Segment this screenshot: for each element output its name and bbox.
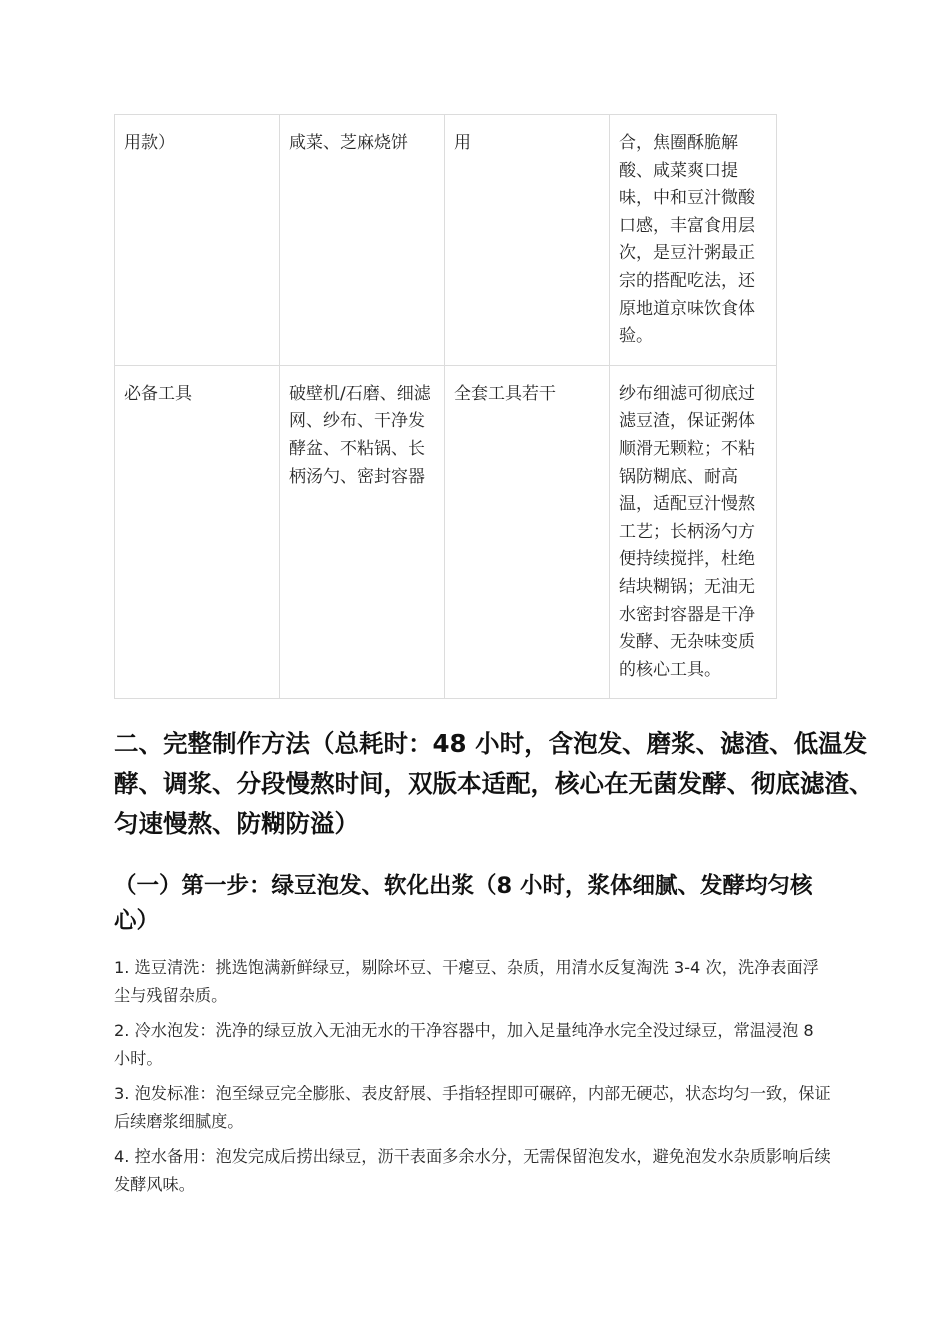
subsection-heading: （一）第一步：绿豆泡发、软化出浆（8 小时，浆体细腻、发酵均匀核心） — [114, 873, 813, 934]
list-item: 2. 冷水泡发：洗净的绿豆放入无油无水的干净容器中，加入足量纯净水完全没过绿豆，常温浸泡 8 小时。 — [114, 1021, 814, 1068]
step-list — [114, 954, 834, 1206]
list-item: 1. 选豆清洗：挑选饱满新鲜绿豆，剔除坏豆、干瘪豆、杂质，用清水反复淘洗 3-4 次，洗净表面浮尘与残留杂质。 — [114, 958, 819, 1005]
table-cell: 用 — [445, 115, 610, 366]
list-item: 3. 泡发标准：泡至绿豆完全膨胀、表皮舒展、手指轻捏即可碾碎，内部无硬芯，状态均匀一致，保证后续磨浆细腻度。 — [114, 1084, 831, 1131]
section-heading: 二、完整制作方法（总耗时：48 小时，含泡发、磨浆、滤渣、低温发酵、调浆、分段慢熬时间，双版本适配，核心在无菌发酵、彻底滤渣、匀速慢熬、防糊防溢） — [114, 729, 874, 838]
table-cell: 必备工具 — [115, 365, 280, 699]
table-row — [115, 365, 777, 699]
table-cell: 破壁机/石磨、细滤 网、纱布、干净发 酵盆、不粘锅、长 柄汤勺、密封容器 — [280, 365, 445, 699]
table-cell: 合，焦圈酥脆解 酸、咸菜爽口提 味，中和豆汁微酸 口感，丰富食用层 次，是豆汁粥最正 宗的搭配吃法，还 原地道京味饮食体 验。 — [610, 115, 777, 366]
table-cell: 全套工具若干 — [445, 365, 610, 699]
table-cell: 咸菜、芝麻烧饼 — [280, 115, 445, 366]
table-cell: 纱布细滤可彻底过 滤豆渣，保证粥体 顺滑无颗粒；不粘 锅防糊底、耐高 温，适配豆汁慢熬 工艺；长柄汤勺方 便持续搅拌，杜绝 结块糊锅；无油无 水密封容器是干净 发酵、无杂味变质 的核心工具。 — [610, 365, 777, 699]
list-item: 4. 控水备用：泡发完成后捞出绿豆，沥干表面多余水分，无需保留泡发水，避免泡发水杂质影响后续发酵风味。 — [114, 1147, 831, 1194]
ingredients-tools-table — [114, 114, 777, 699]
table-row — [115, 115, 777, 366]
table-cell: 用款） — [115, 115, 280, 366]
